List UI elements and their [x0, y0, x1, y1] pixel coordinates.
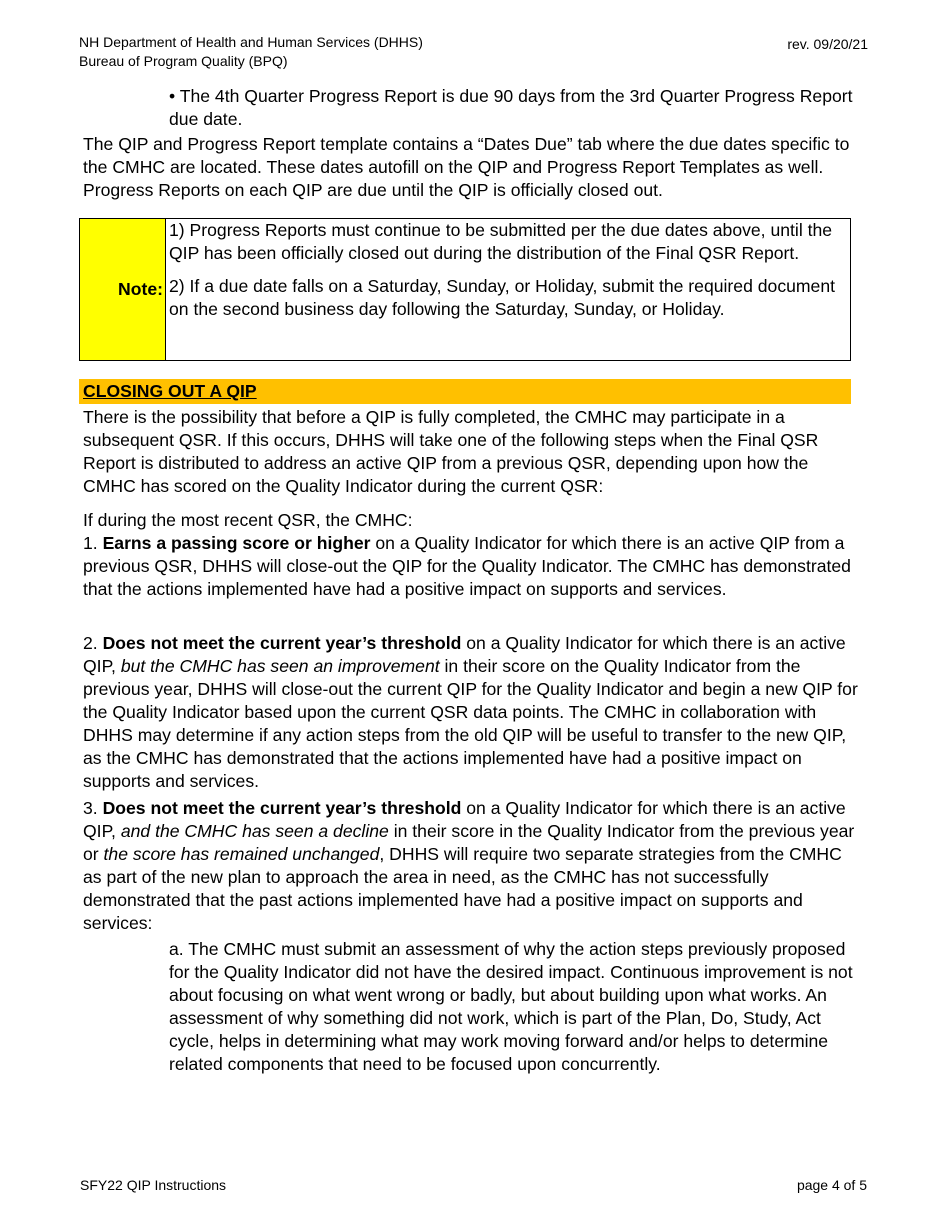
note-item-2: 2) If a due date falls on a Saturday, Sunday, or Holiday, submit the required document on the second business day following the Saturday, Sunday, or Holiday.	[169, 276, 836, 319]
header-revision: rev. 09/20/21	[787, 36, 868, 52]
page-header-agency	[79, 33, 423, 71]
section-heading: CLOSING OUT A QIP	[83, 381, 257, 401]
footer-page-number: page 4 of 5	[796, 1177, 867, 1193]
note-item-1: 1) Progress Reports must continue to be submitted per the due dates above, until the QIP has been officially closed out during the distribution of the Final QSR Report.	[169, 220, 833, 263]
section-intro: There is the possibility that before a QIP is fully completed, the CMHC may participate in a subsequent QSR. If this occurs, DHHS will take one of the following steps when the Final QSR Report is distributed to address an active QIP from a previous QSR, depending upon how the CMHC has scored on the Quality Indicator during the current QSR:	[83, 407, 819, 496]
header-department: NH Department of Health and Human Services (DHHS)	[79, 34, 423, 50]
list-item-3: 3. Does not meet the current year’s threshold on a Quality Indicator for which there is an active QIP, and the CMHC has seen a decline in their score in the Quality Indicator from the previous year or the score has remained unchanged, DHHS will require two separate strategies from the CMHC as part of the new plan to approach the area in need, as the CMHC has not successfully demonstrated that the past actions implemented have had a positive impact on supports and services:	[83, 798, 855, 933]
section-heading-bar	[79, 379, 851, 404]
note-label: Note:	[80, 219, 166, 360]
list-item-3a: a. The CMHC must submit an assessment of why the action steps previously proposed for the Quality Indicator did not have the desired impact. Continuous improvement is not about focusing on what went wrong or badly, but about building upon what works. An assessment of why something did not work, which is part of the Plan, Do, Study, Act cycle, helps in determining what may work moving forward and/or helps to determine related components that need to be focused upon concurrently.	[169, 939, 853, 1074]
note-body	[166, 219, 850, 360]
dates-due-paragraph: The QIP and Progress Report template contains a “Dates Due” tab where the due dates specific to the CMHC are located. These dates autofill on the QIP and Progress Report Templates as well. Progress Reports on each QIP are due until the QIP is officially closed out.	[83, 134, 850, 200]
header-bureau: Bureau of Program Quality (BPQ)	[79, 53, 288, 69]
section-lead: If during the most recent QSR, the CMHC:	[83, 510, 413, 530]
bullet-q4-progress-report: • The 4th Quarter Progress Report is due 90 days from the 3rd Quarter Progress Report due date.	[169, 86, 853, 129]
list-item-1: 1. Earns a passing score or higher on a Quality Indicator for which there is an active QIP from a previous QSR, DHHS will close-out the QIP for the Quality Indicator. The CMHC has demonstrated that the actions implemented have had a positive impact on supports and services.	[83, 533, 851, 599]
note-box	[79, 218, 851, 361]
list-item-2: 2. Does not meet the current year’s threshold on a Quality Indicator for which there is an active QIP, but the CMHC has seen an improvement in their score on the Quality Indicator from the previous year, DHHS will close-out the current QIP for the Quality Indicator and begin a new QIP for the Quality Indicator based upon the current QSR data points. The CMHC in collaboration with DHHS may determine if any action steps from the old QIP will be useful to transfer to the new QIP, as the CMHC has demonstrated that the actions implemented have had a positive impact on supports and services.	[83, 633, 858, 791]
footer-document-title: SFY22 QIP Instructions	[80, 1177, 227, 1193]
